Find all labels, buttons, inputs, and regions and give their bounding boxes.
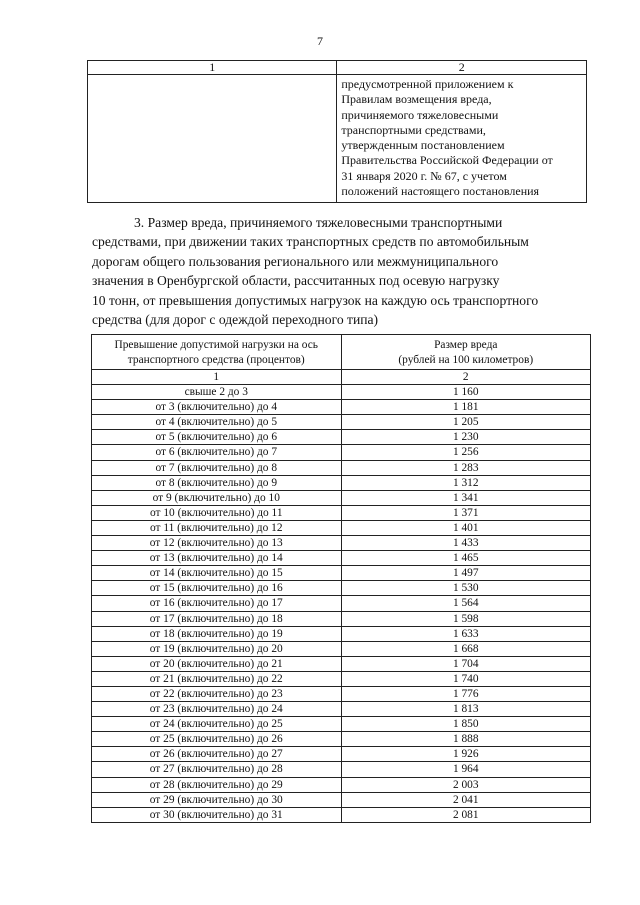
overload-range-cell: от 13 (включительно) до 14 xyxy=(92,551,342,566)
damage-value-cell: 1 740 xyxy=(341,671,590,686)
damage-value-cell: 1 813 xyxy=(341,702,590,717)
table-row xyxy=(92,505,591,520)
overload-range-cell: от 29 (включительно) до 30 xyxy=(92,792,342,807)
damage-value-cell: 1 776 xyxy=(341,686,590,701)
damage-value-cell: 1 598 xyxy=(341,611,590,626)
overload-range-cell: от 30 (включительно) до 31 xyxy=(92,807,342,822)
continued-table-header-row xyxy=(88,61,587,75)
paragraph-line: средствами, при движении таких транспортных средств по автомобильным xyxy=(92,234,529,250)
continuation-cell xyxy=(337,75,587,203)
overload-range-cell: от 27 (включительно) до 28 xyxy=(92,762,342,777)
damage-value-cell: 1 433 xyxy=(341,536,590,551)
continuation-line: утвержденным постановлением xyxy=(341,138,505,153)
damage-value-cell: 1 341 xyxy=(341,490,590,505)
empty-cell xyxy=(88,75,337,203)
page-number: 7 xyxy=(317,34,323,48)
damage-value-cell: 1 205 xyxy=(341,415,590,430)
table-row xyxy=(92,732,591,747)
overload-range-cell: от 5 (включительно) до 6 xyxy=(92,430,342,445)
damage-value-cell: 1 850 xyxy=(341,717,590,732)
table-row xyxy=(92,475,591,490)
table-row xyxy=(92,792,591,807)
column-number-1: 1 xyxy=(88,61,337,75)
damage-value-cell: 1 160 xyxy=(341,385,590,400)
overload-range-cell: от 24 (включительно) до 25 xyxy=(92,717,342,732)
overload-range-cell: от 16 (включительно) до 17 xyxy=(92,596,342,611)
continuation-line: причиняемого тяжеловесными xyxy=(341,107,499,122)
damage-value-cell: 1 181 xyxy=(341,400,590,415)
overload-range-cell: от 17 (включительно) до 18 xyxy=(92,611,342,626)
table-row xyxy=(92,460,591,475)
overload-range-cell: от 15 (включительно) до 16 xyxy=(92,581,342,596)
paragraph-line: дорогам общего пользования регионального или межмуниципального xyxy=(92,253,499,269)
overload-range-cell: от 22 (включительно) до 23 xyxy=(92,686,342,701)
table-row xyxy=(92,747,591,762)
table-row xyxy=(92,490,591,505)
continued-table-row xyxy=(88,75,587,203)
damage-value-cell: 1 926 xyxy=(341,747,590,762)
continuation-line: предусмотренной приложением к xyxy=(341,77,514,91)
header-overload: Превышение допустимой нагрузки на ось транспортного средства (процентов) xyxy=(92,335,342,370)
overload-range-cell: от 4 (включительно) до 5 xyxy=(92,415,342,430)
table-row xyxy=(92,520,591,535)
damage-value-cell: 1 564 xyxy=(341,596,590,611)
table-row xyxy=(92,400,591,415)
header-damage-amount: Размер вреда (рублей на 100 километров) xyxy=(341,335,590,370)
overload-range-cell: от 20 (включительно) до 21 xyxy=(92,656,342,671)
table-row xyxy=(92,717,591,732)
overload-range-cell: от 7 (включительно) до 8 xyxy=(92,460,342,475)
continuation-line: 31 января 2020 г. № 67, с учетом xyxy=(341,168,507,183)
damage-value-cell: 1 401 xyxy=(341,520,590,535)
overload-range-cell: от 26 (включительно) до 27 xyxy=(92,747,342,762)
damage-value-cell: 1 283 xyxy=(341,460,590,475)
table-row xyxy=(92,551,591,566)
damage-value-cell: 1 888 xyxy=(341,732,590,747)
overload-range-cell: от 11 (включительно) до 12 xyxy=(92,520,342,535)
table-body xyxy=(92,385,591,823)
damage-value-cell: 1 704 xyxy=(341,656,590,671)
damage-value-cell: 1 256 xyxy=(341,445,590,460)
overload-range-cell: от 14 (включительно) до 15 xyxy=(92,566,342,581)
continued-table xyxy=(87,60,587,203)
continuation-line: положений настоящего постановления xyxy=(341,184,540,199)
table-row xyxy=(92,385,591,400)
table-row xyxy=(92,581,591,596)
continuation-line: Правилам возмещения вреда, xyxy=(341,92,492,107)
table-row xyxy=(92,762,591,777)
overload-range-cell: от 6 (включительно) до 7 xyxy=(92,445,342,460)
overload-range-cell: свыше 2 до 3 xyxy=(92,385,342,400)
column-number-2: 2 xyxy=(337,61,587,75)
damage-value-cell: 2 041 xyxy=(341,792,590,807)
table-row xyxy=(92,430,591,445)
overload-range-cell: от 23 (включительно) до 24 xyxy=(92,702,342,717)
table-row xyxy=(92,777,591,792)
overload-range-cell: от 3 (включительно) до 4 xyxy=(92,400,342,415)
damage-value-cell: 1 530 xyxy=(341,581,590,596)
damage-value-cell: 1 230 xyxy=(341,430,590,445)
overload-range-cell: от 25 (включительно) до 26 xyxy=(92,732,342,747)
paragraph-line: 3. Размер вреда, причиняемого тяжеловесными транспортными xyxy=(134,215,503,230)
overload-range-cell: от 10 (включительно) до 11 xyxy=(92,505,342,520)
damage-value-cell: 1 465 xyxy=(341,551,590,566)
overload-range-cell: от 21 (включительно) до 22 xyxy=(92,671,342,686)
damage-value-cell: 1 633 xyxy=(341,626,590,641)
table-row xyxy=(92,626,591,641)
paragraph-line: значения в Оренбургской области, рассчитанных под осевую нагрузку xyxy=(92,273,500,289)
table-row xyxy=(92,702,591,717)
table-row xyxy=(92,686,591,701)
column-number-2: 2 xyxy=(341,370,590,385)
table-row xyxy=(92,536,591,551)
table-row xyxy=(92,596,591,611)
table-row xyxy=(92,566,591,581)
damage-value-cell: 1 312 xyxy=(341,475,590,490)
overload-range-cell: от 9 (включительно) до 10 xyxy=(92,490,342,505)
damage-value-cell: 1 371 xyxy=(341,505,590,520)
damage-value-cell: 2 081 xyxy=(341,807,590,822)
damage-value-cell: 2 003 xyxy=(341,777,590,792)
table-row xyxy=(92,656,591,671)
damage-value-cell: 1 668 xyxy=(341,641,590,656)
overload-range-cell: от 18 (включительно) до 19 xyxy=(92,626,342,641)
damage-rate-table xyxy=(91,334,591,823)
overload-range-cell: от 12 (включительно) до 13 xyxy=(92,536,342,551)
damage-value-cell: 1 497 xyxy=(341,566,590,581)
overload-range-cell: от 28 (включительно) до 29 xyxy=(92,777,342,792)
column-numbers-row xyxy=(92,370,591,385)
damage-value-cell: 1 964 xyxy=(341,762,590,777)
continuation-line: Правительства Российской Федерации от xyxy=(341,153,553,168)
continuation-line: транспортными средствами, xyxy=(341,122,486,137)
table-row xyxy=(92,415,591,430)
table-row xyxy=(92,807,591,822)
overload-range-cell: от 8 (включительно) до 9 xyxy=(92,475,342,490)
table-row xyxy=(92,445,591,460)
paragraph-3 xyxy=(92,213,586,329)
table-header-row xyxy=(92,335,591,370)
column-number-1: 1 xyxy=(92,370,342,385)
overload-range-cell: от 19 (включительно) до 20 xyxy=(92,641,342,656)
table-row xyxy=(92,611,591,626)
table-row xyxy=(92,641,591,656)
table-row xyxy=(92,671,591,686)
paragraph-line: 10 тонн, от превышения допустимых нагрузок на каждую ось транспортного xyxy=(92,292,539,308)
paragraph-line: средства (для дорог с одеждой переходного типа) xyxy=(92,312,379,328)
